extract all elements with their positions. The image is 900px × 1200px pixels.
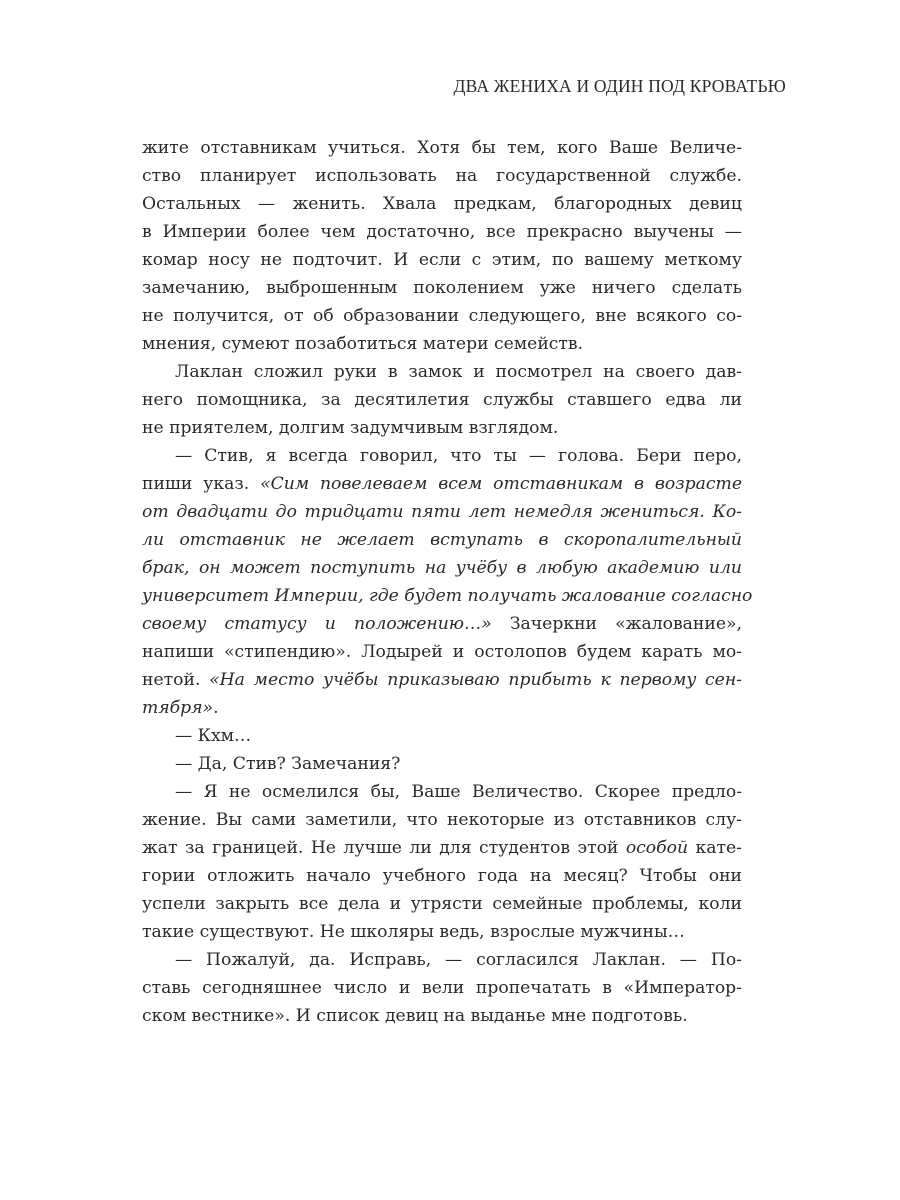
text-line: мнения, сумеют позаботиться матери семейств. <box>142 334 584 354</box>
text-line: гории отложить начало учебного года на месяц? Чтобы они <box>142 866 742 886</box>
text-line: не получится, от об образовании следующего, вне всякого со- <box>142 306 742 326</box>
text-line: него помощника, за десятилетия службы ставшего едва ли <box>142 390 742 410</box>
text-line: комар носу не подточит. И если с этим, по вашему меткому <box>142 250 742 270</box>
text-line: Остальных — женить. Хвала предкам, благородных девиц <box>142 194 742 214</box>
text-line: ском вестнике». И список девиц на выданье мне подготовь. <box>142 1006 688 1026</box>
text-line: брак, он может поступить на учёбу в любую академию или <box>142 558 742 578</box>
text-line: ставь сегодняшнее число и вели пропечатать в «Император- <box>142 978 742 998</box>
text-line: замечанию, выброшенным поколением уже ничего сделать <box>142 278 742 298</box>
text-line: такие существуют. Не школяры ведь, взрослые мужчины… <box>142 922 685 942</box>
text-line: ли отставник не желает вступать в скоропалительный <box>142 530 742 550</box>
running-title: ДВА ЖЕНИХА И ОДИН ПОД КРОВАТЬЮ <box>453 76 786 96</box>
text-line: ство планирует использовать на государственной службе. <box>142 166 742 186</box>
text-line: — Да, Стив? Замечания? <box>175 754 401 774</box>
text-line: университет Империи, где будет получать жалование согласно <box>142 586 753 606</box>
text-line: своему статусу и положению…» Зачеркни «жалование», <box>142 614 742 634</box>
text-line: успели закрыть все дела и утрясти семейные проблемы, коли <box>142 894 742 914</box>
text-line: жат за границей. Не лучше ли для студентов этой особой кате- <box>142 838 742 858</box>
text-line: не приятелем, долгим задумчивым взглядом. <box>142 418 559 438</box>
text-line: — Кхм… <box>175 726 252 746</box>
text-line: жите отставникам учиться. Хотя бы тем, кого Ваше Величе- <box>142 138 742 158</box>
text-line: нетой. «На место учёбы приказываю прибыть к первому сен- <box>142 670 742 690</box>
text-line: напиши «стипендию». Лодырей и остолопов будем карать мо- <box>142 642 742 662</box>
text-line: в Империи более чем достаточно, все прекрасно выучены — <box>142 222 742 242</box>
text-line: — Стив, я всегда говорил, что ты — голова. Бери перо, <box>175 446 742 466</box>
body-text <box>142 134 753 1030</box>
text-line: — Пожалуй, да. Исправь, — согласился Лаклан. — По- <box>175 950 742 970</box>
text-line: тября». <box>142 698 219 718</box>
text-line: от двадцати до тридцати пяти лет немедля жениться. Ко- <box>142 502 742 522</box>
text-line: пиши указ. «Сим повелеваем всем отставникам в возрасте <box>142 474 743 494</box>
text-line: Лаклан сложил руки в замок и посмотрел на своего дав- <box>175 362 742 382</box>
text-line: — Я не осмелился бы, Ваше Величество. Скорее предло- <box>175 782 742 802</box>
text-line: жение. Вы сами заметили, что некоторые из отставников слу- <box>142 810 742 830</box>
